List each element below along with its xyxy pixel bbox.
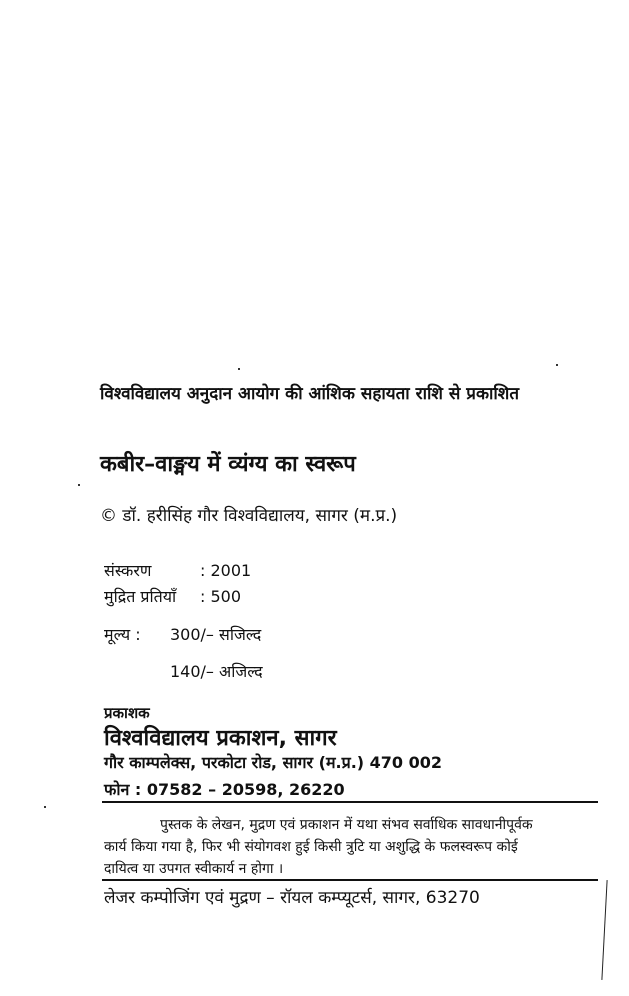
publisher-address: गौर काम्पलेक्स, परकोटा रोड, सागर (म.प्र.) 470 002 [104,753,443,772]
publisher-name: विश्वविद्यालय प्रकाशन, सागर [104,726,337,751]
scan-speck [556,364,558,366]
divider [102,879,598,881]
printer-credit: लेजर कम्पोजिंग एवं मुद्रण – रॉयल कम्प्यूटर्स, सागर, 63270 [104,888,480,908]
scan-speck [238,368,240,370]
publisher-label: प्रकाशक [104,704,150,722]
price-label: मूल्य : [104,625,141,644]
copies-label: मुद्रित प्रतियाँ [104,587,177,606]
price-hardbound: 300/– सजिल्द [170,625,262,644]
scan-speck [78,484,80,486]
copies-value: : 500 [200,587,242,606]
disclaimer-line: पुस्तक के लेखन, मुद्रण एवं प्रकाशन में यथा संभव सर्वाधिक सावधानीपूर्वक [160,817,533,833]
copyright: © डॉ. हरीसिंह गौर विश्वविद्यालय, सागर (म.प्र.) [100,506,398,526]
grant-note: विश्वविद्यालय अनुदान आयोग की आंशिक सहायता राशि से प्रकाशित [100,384,520,404]
edition-label: संस्करण [104,561,152,580]
price-paperback: 140/– अजिल्द [170,662,263,681]
book-title: कबीर–वाङ्मय में व्यंग्य का स्वरूप [100,452,356,477]
disclaimer-line: दायित्व या उपगत स्वीकार्य न होगा । [104,861,284,877]
publisher-phone: फोन : 07582 – 20598, 26220 [104,780,345,799]
scan-edge-line [601,880,607,980]
divider [102,801,598,803]
edition-value: : 2001 [200,561,252,580]
scan-speck [44,806,46,808]
disclaimer-line: कार्य किया गया है, फिर भी संयोगवश हुई किसी त्रुटि या अशुद्धि के फलस्वरूप कोई [104,839,518,855]
